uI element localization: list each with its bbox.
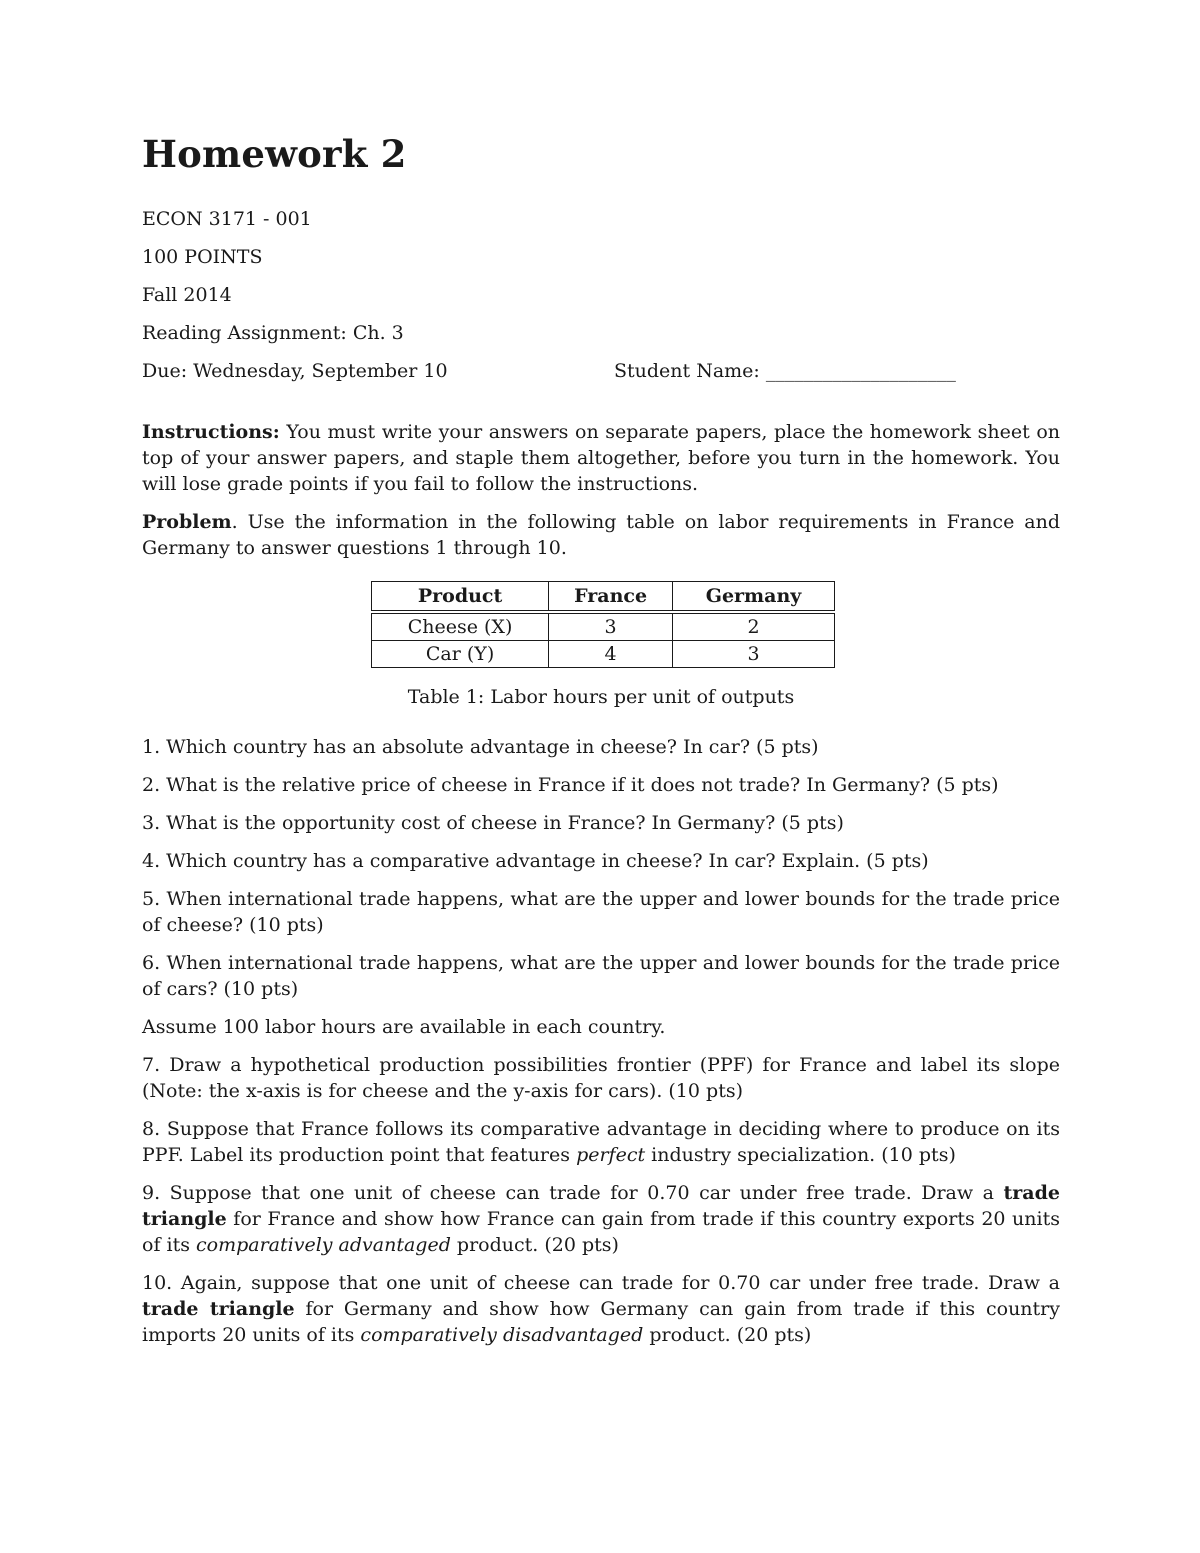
table-cell: 2 [673,612,835,641]
reading-assignment: Reading Assignment: Ch. 3 [142,322,404,344]
table-row [372,641,835,668]
question-9-text: 9. Suppose that one unit of cheese can trade for 0.70 car under free trade. Draw a [142,1182,1004,1204]
table-cell: 3 [673,641,835,668]
question-9-text-mid: for France and show how France can gain from trade if this country exports 20 units of its [142,1208,1060,1256]
problem-statement [142,509,1060,561]
question-10 [142,1270,1060,1348]
question-6: 6. When international trade happens, what are the upper and lower bounds for the trade price of cars? (10 pts) [142,952,1060,1000]
table-caption: Table 1: Labor hours per unit of outputs [407,686,795,708]
question-4: 4. Which country has a comparative advantage in cheese? In car? Explain. (5 pts) [142,850,929,872]
table-cell: 3 [549,612,673,641]
assumption: Assume 100 labor hours are available in each country. [142,1016,666,1038]
question-8-text: 8. Suppose that France follows its comparative advantage in deciding where to produce on its PPF. Label its production point that features [142,1118,1060,1166]
labor-table-wrap [371,581,835,668]
table-header-row [372,582,835,613]
question-2: 2. What is the relative price of cheese in France if it does not trade? In Germany? (5 pts) [142,774,999,796]
instructions-label: Instructions: [142,421,280,443]
question-10-text: 10. Again, suppose that one unit of cheese can trade for 0.70 car under free trade. Draw a [142,1272,1060,1294]
term: Fall 2014 [142,284,232,306]
question-8-text-end: industry specialization. (10 pts) [645,1144,956,1166]
problem-label: Problem [142,511,232,533]
header-product: Product [372,582,549,613]
student-name-field: Student Name: ____________________ [614,360,956,382]
question-8 [142,1116,1060,1168]
total-points: 100 POINTS [142,246,263,268]
question-9-text-end: product. (20 pts) [450,1234,619,1256]
question-9-bold: trade triangle [142,1182,1060,1230]
course-code: ECON 3171 - 001 [142,208,312,230]
question-7: 7. Draw a hypothetical production possibilities frontier (PPF) for France and label its slope (Note: the x-axis is for cheese and the y-axis for cars). (10 pts) [142,1054,1060,1102]
question-9-emphasis: comparatively advantaged [196,1234,451,1256]
table-cell: 4 [549,641,673,668]
header-germany: Germany [673,582,835,613]
due-row [142,358,1060,384]
question-10-text-mid: for Germany and show how Germany can gain from trade if this country imports 20 units of its [142,1298,1060,1346]
due-date: Due: Wednesday, September 10 [142,360,448,382]
question-10-emphasis: comparatively disadvantaged [360,1324,644,1346]
homework-page [142,130,1060,1360]
question-8-emphasis: perfect [576,1144,646,1166]
table-cell: Cheese (X) [372,612,549,641]
page-title: Homework 2 [142,132,407,176]
question-5: 5. When international trade happens, what are the upper and lower bounds for the trade price of cheese? (10 pts) [142,888,1060,936]
question-1: 1. Which country has an absolute advantage in cheese? In car? (5 pts) [142,736,819,758]
question-10-bold: trade triangle [142,1298,295,1320]
labor-table [371,581,835,668]
table-cell: Car (Y) [372,641,549,668]
table-row [372,612,835,641]
problem-text: . Use the information in the following table on labor requirements in France and Germany to answer questions 1 through 10. [142,511,1060,559]
instructions [142,419,1060,497]
instructions-text: You must write your answers on separate papers, place the homework sheet on top of your answer papers, and staple them altogether, before you turn in the homework. You will lose grade points if you fail to follow the instructions. [142,421,1060,495]
question-9 [142,1180,1060,1258]
question-10-text-end: product. (20 pts) [643,1324,812,1346]
header-france: France [549,582,673,613]
question-3: 3. What is the opportunity cost of cheese in France? In Germany? (5 pts) [142,812,844,834]
